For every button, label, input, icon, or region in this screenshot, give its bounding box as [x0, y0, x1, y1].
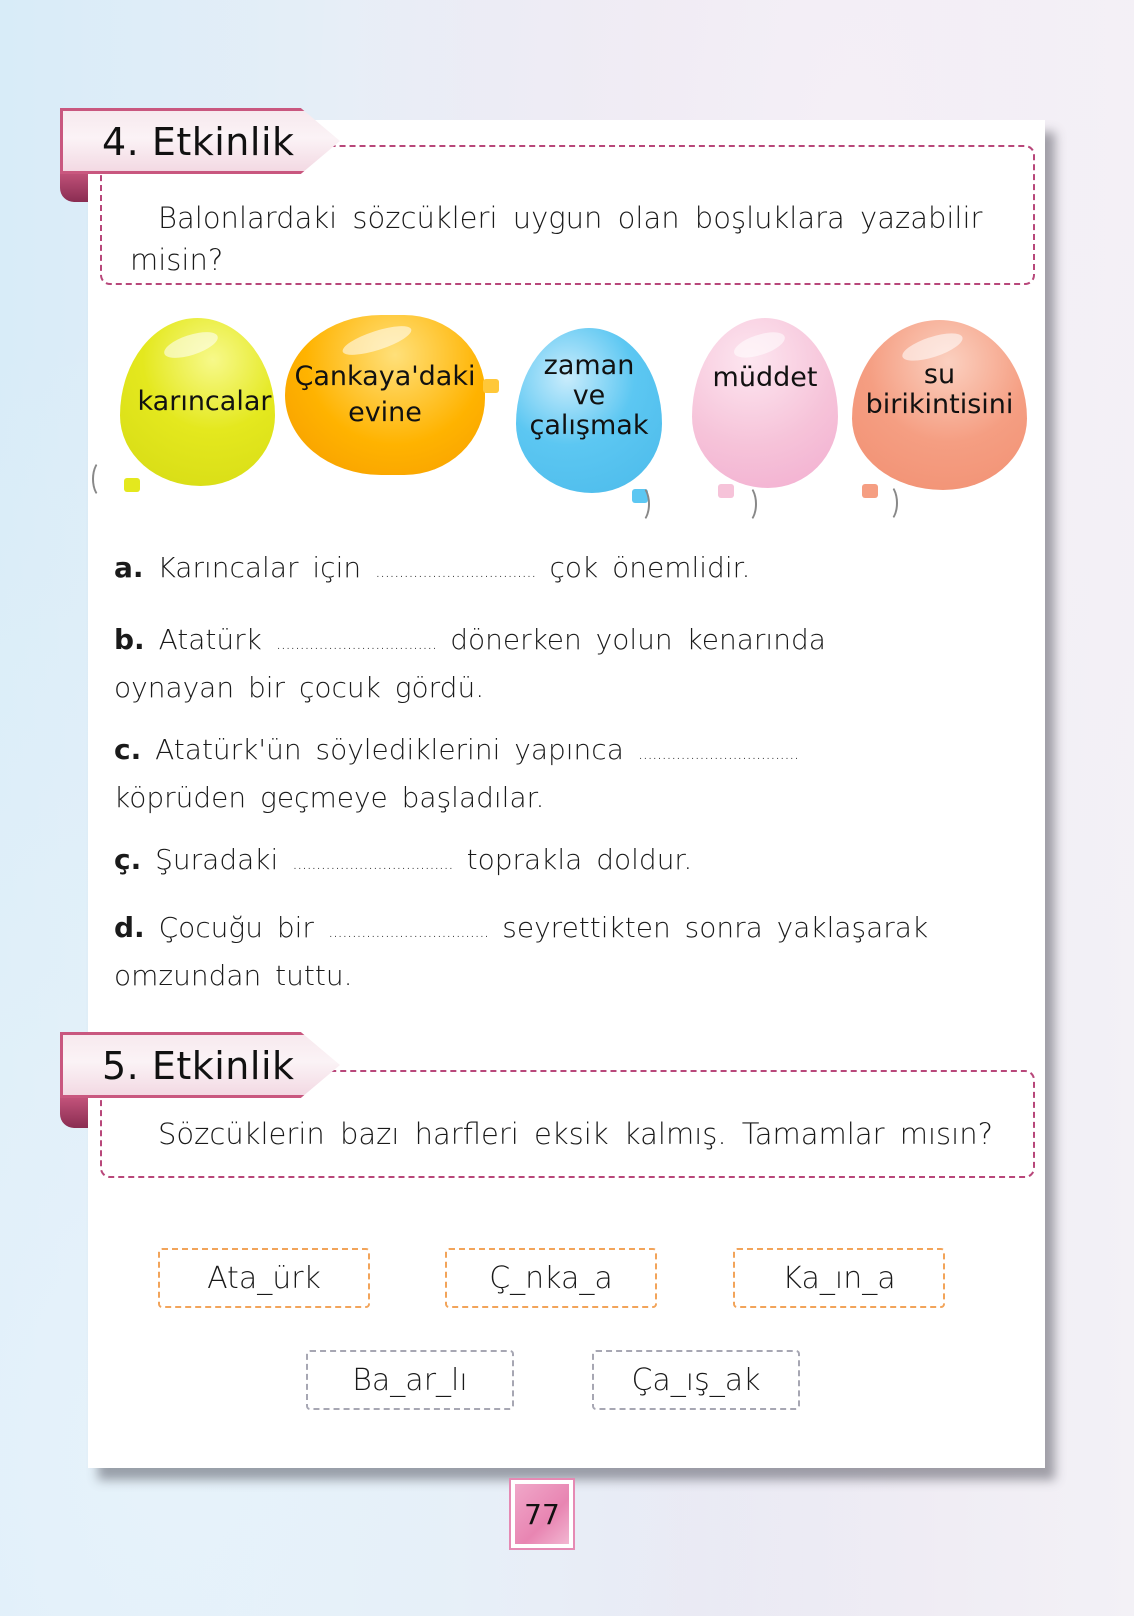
balloon-label: çalışmak — [529, 409, 649, 441]
blank-field[interactable]: .................................. — [275, 633, 437, 654]
balloon-label: müddet — [712, 362, 818, 393]
balloon-string — [737, 485, 757, 523]
sentence-letter: ç. — [114, 843, 142, 876]
balloon-label: birikintisini — [865, 389, 1014, 420]
word-text: Ça_ış_ak — [631, 1362, 761, 1398]
sentence-letter: b. — [114, 623, 145, 656]
word-box-cankaya[interactable] — [445, 1248, 657, 1308]
sentence-text: seyrettikten sonra yaklaşarak — [502, 911, 929, 944]
word-text: Ata_ürk — [207, 1260, 321, 1296]
balloon-label: karıncalar — [137, 386, 272, 417]
balloon-label-group — [866, 360, 1014, 420]
sentence-c — [114, 728, 1014, 820]
sentence-d — [114, 906, 1014, 998]
activity-4-title: 4. Etkinlik — [102, 120, 295, 164]
activity-4-instruction-line1: Balonlardaki sözcükleri uygun olan boşluklara yazabilir — [158, 201, 983, 235]
sentence-a — [114, 546, 1014, 594]
balloon-label: Çankaya'daki — [294, 361, 476, 392]
sentence-text: Şuradaki — [155, 843, 279, 876]
sentence-text-line2: köprüden geçmeye başladılar. — [114, 781, 545, 814]
sentence-text: dönerken yolun kenarında — [450, 623, 826, 656]
balloon-label: su — [923, 359, 956, 390]
balloon-string — [92, 460, 112, 498]
word-box-karinca[interactable] — [733, 1248, 945, 1308]
sentence-b — [114, 618, 1014, 710]
balloon-shine — [731, 327, 787, 363]
blank-field[interactable]: .................................. — [637, 743, 799, 764]
word-text: Ka_ın_a — [782, 1260, 896, 1296]
balloon-cankayadaki-evine — [285, 315, 485, 475]
balloon-zaman-ve-calismak — [516, 328, 662, 493]
sentence-text-line2: omzundan tuttu. — [114, 959, 353, 992]
sentence-text: Çocuğu bir — [158, 911, 314, 944]
balloon-label: zaman — [543, 349, 635, 381]
sentence-text-line2: oynayan bir çocuk gördü. — [114, 671, 485, 704]
balloon-knot — [862, 484, 878, 498]
activity-5-instruction: Sözcüklerin bazı harfleri eksik kalmış. Tamamlar mısın? — [158, 1117, 993, 1151]
balloon-label: evine — [348, 397, 422, 428]
word-text: Ç_nka_a — [489, 1260, 613, 1296]
sentence-text: Atatürk — [158, 623, 262, 656]
balloon-knot — [718, 484, 734, 498]
balloon-knot — [483, 379, 499, 393]
balloon-label: ve — [572, 379, 606, 411]
sentence-c-cedilla — [114, 838, 1014, 886]
word-box-basarili[interactable] — [306, 1350, 514, 1410]
sentence-text: Karıncalar için — [157, 551, 362, 584]
blank-field[interactable]: .................................. — [375, 561, 536, 582]
activity-4-instruction-line2: misin? — [130, 243, 224, 277]
ribbon-tail — [60, 1094, 88, 1128]
word-box-caliskan[interactable] — [592, 1350, 800, 1410]
sentence-text: Atatürk'ün söylediklerini yapınca — [155, 733, 624, 766]
balloon-label-group — [530, 351, 649, 441]
balloon-string — [878, 484, 898, 522]
sentence-letter: c. — [114, 733, 142, 766]
word-text: Ba_ar_lı — [352, 1362, 468, 1398]
sentence-text: toprakla doldur. — [466, 843, 693, 876]
balloon-string — [630, 485, 650, 523]
sentence-letter: a. — [114, 551, 144, 584]
word-box-ataturk[interactable] — [158, 1248, 370, 1308]
balloon-shine — [340, 320, 414, 360]
balloon-label-group — [295, 362, 476, 428]
blank-field[interactable]: .................................. — [292, 853, 453, 874]
blank-field[interactable]: .................................. — [327, 921, 489, 942]
sentence-letter: d. — [114, 911, 145, 944]
balloon-shine — [162, 327, 221, 363]
balloon-knot — [124, 478, 140, 492]
activity-5-title: 5. Etkinlik — [102, 1044, 295, 1088]
page-number-badge: 77 — [511, 1480, 573, 1548]
sentence-text: çok önemlidir. — [549, 551, 751, 584]
